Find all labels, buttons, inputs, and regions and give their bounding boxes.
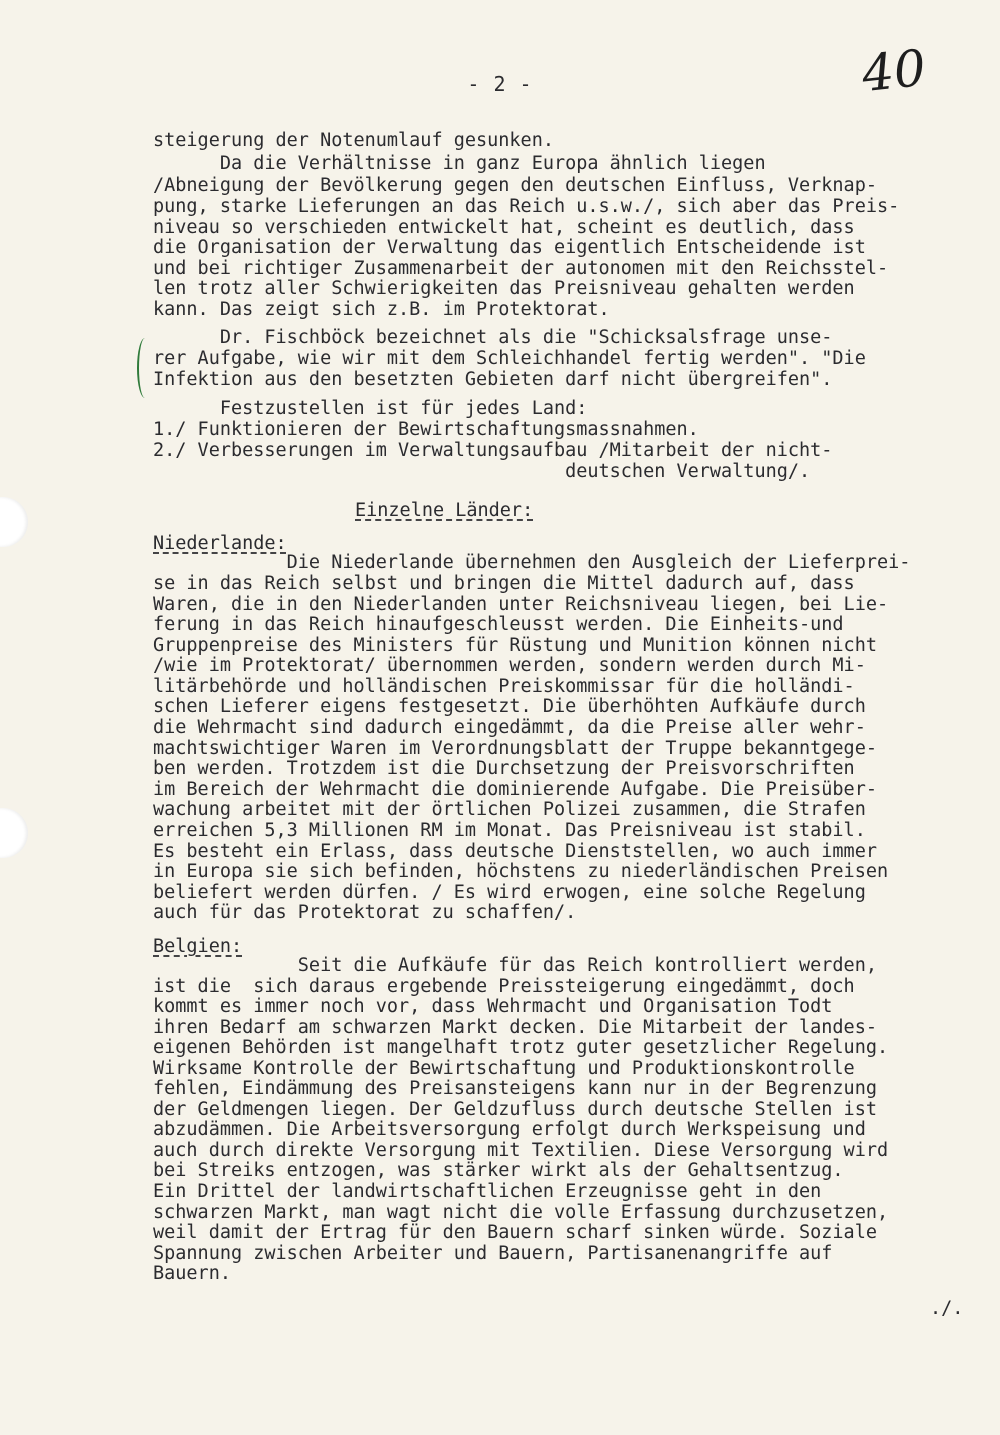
- text-line: Da die Verhältnisse in ganz Europa ähnlich liegen: [153, 153, 766, 174]
- text-line: fehlen, Eindämmung des Preisansteigens kann nur in der Begrenzung: [153, 1078, 877, 1099]
- list-item: 1./ Funktionieren der Bewirtschaftungsmassnahmen.: [153, 419, 699, 440]
- text-line: der Geldmengen liegen. Der Geldzufluss durch deutsche Stellen ist: [153, 1099, 877, 1120]
- text-line: deutschen Verwaltung/.: [153, 461, 811, 482]
- text-line: erreichen 5,3 Millionen RM im Monat. Das Preisniveau ist stabil.: [153, 820, 866, 841]
- text-line: weil damit der Ertrag für den Bauern scharf sinken würde. Soziale: [153, 1222, 877, 1243]
- text-line: /wie im Protektorat/ übernommen werden, sondern werden durch Mi-: [153, 655, 866, 676]
- punch-hole: [0, 497, 28, 547]
- handwritten-folio-number: 40: [859, 38, 929, 104]
- text-line: und bei richtiger Zusammenarbeit der autonomen mit den Reichsstel-: [153, 258, 889, 279]
- text-line: schen Lieferer eigens festgesetzt. Die überhöhten Aufkäufe durch: [153, 696, 866, 717]
- text-line: /Abneigung der Bevölkerung gegen den deutschen Einfluss, Verknap-: [153, 175, 877, 196]
- margin-mark: [137, 338, 153, 398]
- text-line: Waren, die in den Niederlanden unter Reichsniveau liegen, bei Lie-: [153, 594, 889, 615]
- text-line: auch für das Protektorat zu schaffen/.: [153, 902, 577, 923]
- punch-hole: [0, 808, 28, 858]
- text-line: litärbehörde und holländischen Preiskommissar für die holländi-: [153, 676, 855, 697]
- text-line: rer Aufgabe, wie wir mit dem Schleichhandel fertig werden". "Die: [153, 348, 866, 369]
- text-line: steigerung der Notenumlauf gesunken.: [153, 130, 554, 151]
- text-line: die Organisation der Verwaltung das eigentlich Entscheidende ist: [153, 237, 866, 258]
- text-line: ist die sich daraus ergebende Preissteigerung eingedämmt, doch: [153, 976, 855, 997]
- text-line: ben werden. Trotzdem ist die Durchsetzung der Preisvorschriften: [153, 758, 855, 779]
- text-line: abzudämmen. Die Arbeitsversorgung erfolgt durch Werkspeisung und: [153, 1119, 866, 1140]
- text-line: beliefert werden dürfen. / Es wird erwogen, eine solche Regelung: [153, 882, 866, 903]
- text-line: ferung in das Reich hinaufgeschleusst werden. Die Einheits-und: [153, 614, 844, 635]
- text-line: kann. Das zeigt sich z.B. im Protektorat.: [153, 299, 610, 320]
- text-line: len trotz aller Schwierigkeiten das Preisniveau gehalten werden: [153, 278, 855, 299]
- text-line: Infektion aus den besetzten Gebieten darf nicht übergreifen".: [153, 369, 833, 390]
- continuation-mark: ./.: [930, 1298, 964, 1319]
- text-line: schwarzen Markt, man wagt nicht die volle Erfassung durchzusetzen,: [153, 1202, 889, 1223]
- text-line: ihren Bedarf am schwarzen Markt decken. Die Mitarbeit der landes-: [153, 1017, 877, 1038]
- text-line: wachung arbeitet mit der örtlichen Polizei zusammen, die Strafen: [153, 799, 866, 820]
- text-line: Spannung zwischen Arbeiter und Bauern, Partisanenangriffe auf: [153, 1243, 833, 1264]
- text-line: die Wehrmacht sind dadurch eingedämmt, da die Preise aller wehr-: [153, 717, 866, 738]
- text-line: in Europa sie sich befinden, höchstens zu niederländischen Preisen: [153, 861, 889, 882]
- text-line: Gruppenpreise des Ministers für Rüstung und Munition können nicht: [153, 635, 877, 656]
- text-line: Seit die Aufkäufe für das Reich kontrolliert werden,: [153, 955, 877, 976]
- text-line: Ein Drittel der landwirtschaftlichen Erzeugnisse geht in den: [153, 1181, 822, 1202]
- text-line: Es besteht ein Erlass, dass deutsche Dienststellen, wo auch immer: [153, 841, 877, 862]
- text-line: Die Niederlande übernehmen den Ausgleich der Lieferprei-: [153, 552, 911, 573]
- subheading-belgien: Belgien:: [153, 936, 243, 957]
- text-line: machtswichtiger Waren im Verordnungsblatt der Truppe bekanntgege-: [153, 738, 877, 759]
- text-line: Wirksame Kontrolle der Bewirtschaftung und Produktionskontrolle: [153, 1058, 855, 1079]
- subheading-niederlande: Niederlande:: [153, 533, 287, 554]
- text-line: eigenen Behörden ist mangelhaft trotz guter gesetzlicher Regelung.: [153, 1037, 889, 1058]
- text-line: Dr. Fischböck bezeichnet als die "Schicksalsfrage unse-: [153, 327, 833, 348]
- text-line: im Bereich der Wehrmacht die dominierende Aufgabe. Die Preisüber-: [153, 779, 877, 800]
- section-heading: Einzelne Länder:: [355, 500, 534, 521]
- text-line: se in das Reich selbst und bringen die Mittel dadurch auf, dass: [153, 573, 855, 594]
- list-item: 2./ Verbesserungen im Verwaltungsaufbau /Mitarbeit der nicht-: [153, 440, 833, 461]
- text-line: kommt es immer noch vor, dass Wehrmacht und Organisation Todt: [153, 996, 833, 1017]
- text-line: Festzustellen ist für jedes Land:: [153, 398, 588, 419]
- page-number: - 2 -: [467, 72, 533, 96]
- text-line: niveau so verschieden entwickelt hat, scheint es deutlich, dass: [153, 217, 855, 238]
- text-line: auch durch direkte Versorgung mit Textilien. Diese Versorgung wird: [153, 1140, 889, 1161]
- text-line: pung, starke Lieferungen an das Reich u.s.w./, sich aber das Preis-: [153, 196, 900, 217]
- text-line: Bauern.: [153, 1263, 231, 1284]
- text-line: bei Streiks entzogen, was stärker wirkt als der Gehaltsentzug.: [153, 1160, 844, 1181]
